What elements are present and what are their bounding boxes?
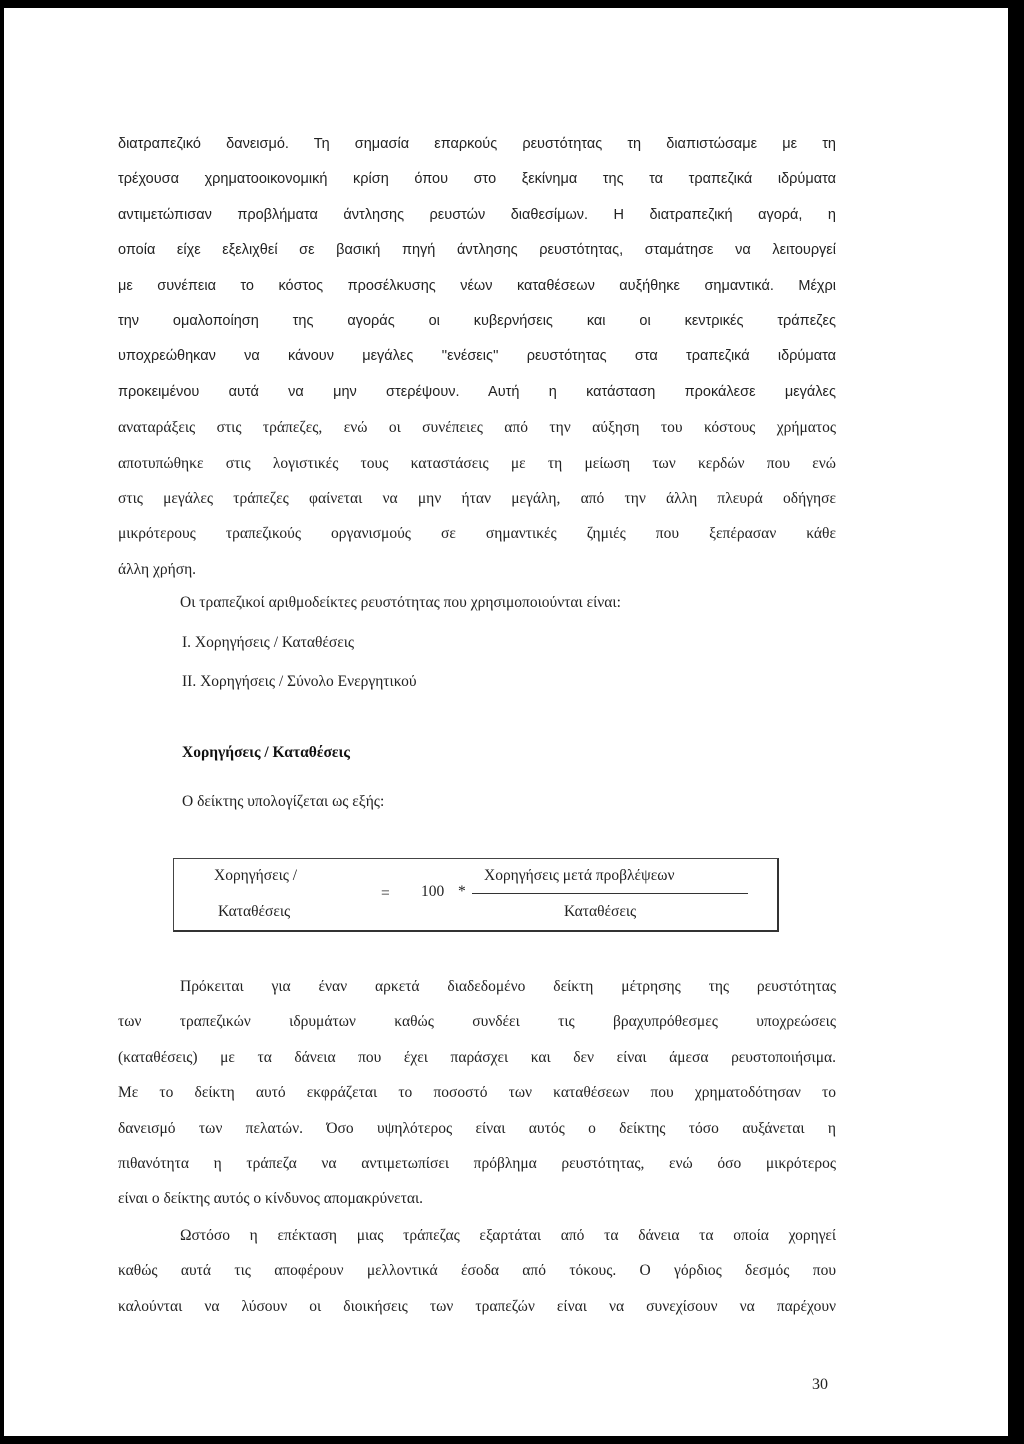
paragraph-line: μικρότερους τραπεζικούς οργανισμούς σε σημαντικές ζημιές που ξεπέρασαν κάθε — [118, 525, 836, 543]
paragraph-line: αντιμετώπισαν προβλήματα άντλησης ρευστών διαθεσίμων. Η διατραπεζική αγορά, η — [118, 206, 836, 223]
paragraph-line: Πρόκειται για έναν αρκετά διαδεδομένο δείκτη μέτρησης της ρευστότητας — [180, 978, 836, 995]
paragraph-ratio-explanation — [118, 969, 836, 1217]
section-heading: Χορηγήσεις / Καταθέσεις — [182, 744, 350, 761]
paragraph-line: υποχρεώθηκαν να κάνουν μεγάλες ''ενέσεις'' ρευστότητας στα τραπεζικά ιδρύματα — [118, 348, 836, 365]
paragraph-line: δανεισμό των πελατών. Όσο υψηλότερος είναι αυτός ο δείκτης τόσο αυξάνεται η — [118, 1119, 836, 1137]
paragraph-bank-expansion — [118, 1218, 836, 1324]
indicator-item-loans-assets: II. Χορηγήσεις / Σύνολο Ενεργητικού — [182, 673, 417, 690]
paragraph-line: στις μεγάλες τράπεζες φαίνεται να μην ήταν μεγάλη, από την άλλη πλευρά οδήγησε — [118, 490, 836, 508]
paragraph-line: άλλη χρήση. — [118, 560, 197, 578]
indicators-intro: Οι τραπεζικοί αριθμοδείκτες ρευστότητας που χρησιμοποιούνται είναι: — [180, 594, 621, 611]
formula-ratio-name-top: Χορηγήσεις / — [214, 867, 298, 884]
calculation-intro: Ο δείκτης υπολογίζεται ως εξής: — [182, 793, 385, 810]
formula-fraction-bar — [472, 893, 748, 894]
page-number: 30 — [812, 1376, 828, 1393]
formula-box — [173, 858, 779, 932]
formula-numerator: Χορηγήσεις μετά προβλέψεων — [484, 867, 675, 884]
formula-multiply-operator: * — [458, 883, 466, 900]
paragraph-line: καθώς αυτά τις αποφέρουν μελλοντικά έσοδα από τόκους. Ο γόρδιος δεσμός που — [118, 1262, 836, 1280]
formula-ratio-name-bottom: Καταθέσεις — [218, 903, 291, 920]
paragraph-line: Ωστόσο η επέκταση μιας τράπεζας εξαρτάται από τα δάνεια τα οποία χορηγεί — [180, 1227, 836, 1244]
paragraph-line: την ομαλοποίηση της αγοράς οι κυβερνήσεις και οι κεντρικές τράπεζες — [118, 313, 836, 330]
formula-multiplier: 100 — [421, 883, 445, 900]
paragraph-line: καλούνται να λύσουν οι διοικήσεις των τραπεζών είναι να συνεχίσουν να παρέχουν — [118, 1297, 836, 1315]
paragraph-liquidity-crisis — [118, 127, 836, 587]
paragraph-line: οποία είχε εξελιχθεί σε βασική πηγή άντλησης ρευστότητας, σταμάτησε να λειτουργεί — [118, 242, 836, 259]
paragraph-line: αναταράξεις στις τράπεζες, ενώ οι συνέπειες από την αύξηση του κόστους χρήματος — [118, 419, 836, 437]
indicator-item-loans-deposits: I. Χορηγήσεις / Καταθέσεις — [182, 634, 355, 651]
formula-equals-sign: = — [381, 885, 390, 902]
paragraph-line: διατραπεζικό δανεισμό. Τη σημασία επαρκούς ρευστότητας τη διαπιστώσαμε με τη — [118, 136, 836, 152]
paragraph-line: των τραπεζικών ιδρυμάτων καθώς συνδέει τις βραχυπρόθεσμες υποχρεώσεις — [118, 1013, 836, 1031]
paragraph-line: αποτυπώθηκε στις λογιστικές τους καταστάσεις με τη μείωση των κερδών που ενώ — [118, 454, 836, 472]
paragraph-line: τρέχουσα χρηματοοικονομική κρίση όπου στο ξεκίνημα της τα τραπεζικά ιδρύματα — [118, 171, 836, 188]
paragraph-line: πιθανότητα η τράπεζα να αντιμετωπίσει πρόβλημα ρευστότητας, ενώ όσο μικρότερος — [118, 1155, 836, 1173]
paragraph-line: με συνέπεια το κόστος προσέλκυσης νέων καταθέσεων αυξήθηκε σημαντικά. Μέχρι — [118, 277, 836, 294]
paragraph-line: προκειμένου αυτά να μην στερέψουν. Αυτή η κατάσταση προκάλεσε μεγάλες — [118, 383, 836, 400]
paragraph-line: Με το δείκτη αυτό εκφράζεται το ποσοστό των καταθέσεων που χρηματοδότησαν το — [118, 1084, 836, 1102]
paragraph-line: (καταθέσεις) με τα δάνεια που έχει παράσχει και δεν είναι άμεσα ρευστοποιήσιμα. — [118, 1048, 836, 1066]
formula-denominator: Καταθέσεις — [564, 903, 637, 920]
paragraph-line: είναι ο δείκτης αυτός ο κίνδυνος απομακρύνεται. — [118, 1190, 424, 1208]
